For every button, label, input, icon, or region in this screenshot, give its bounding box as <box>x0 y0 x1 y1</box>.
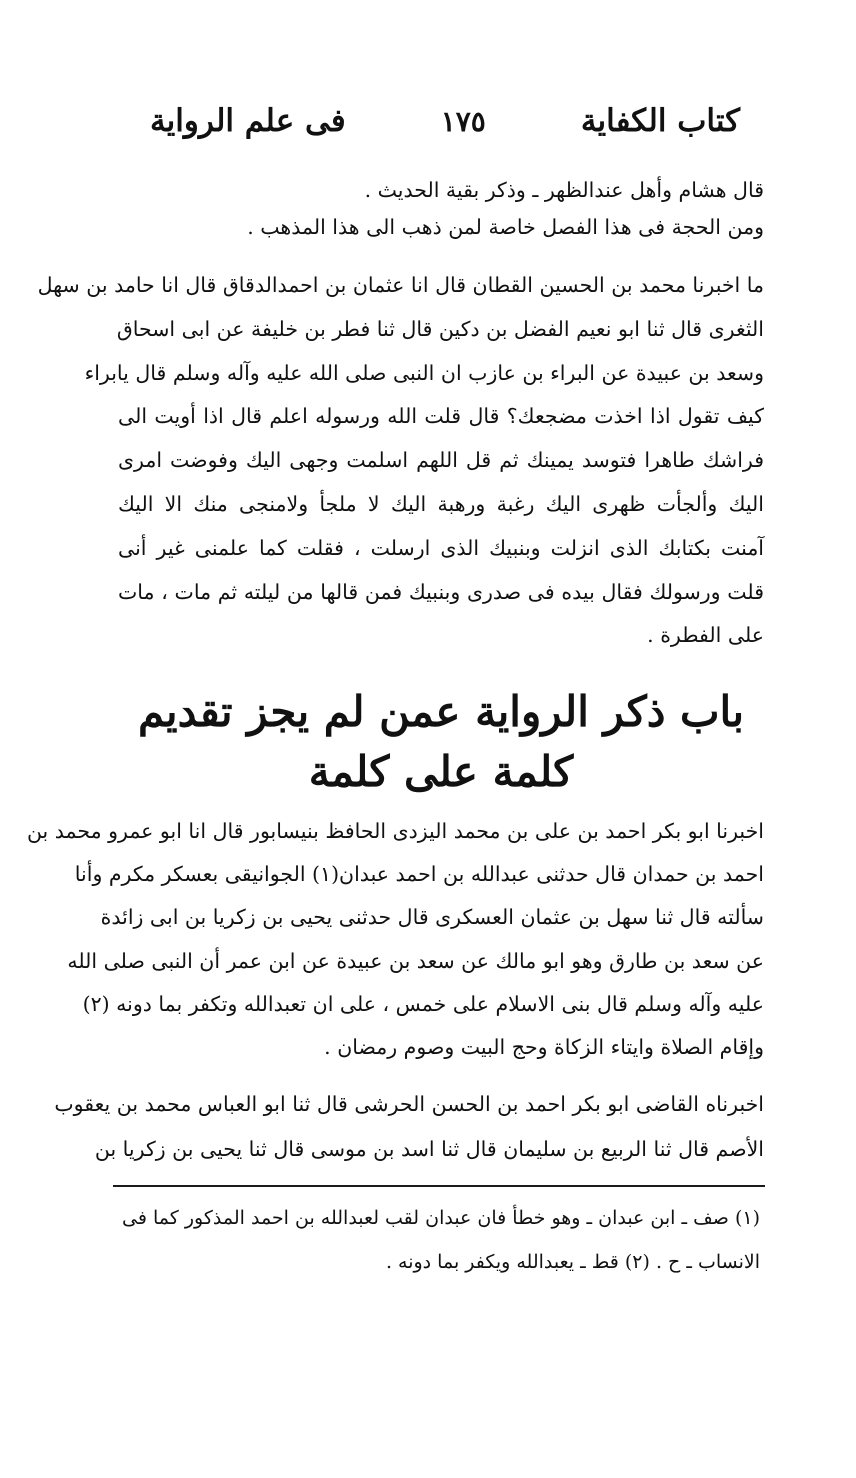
text-line: الثغرى قال ثنا ابو نعيم الفضل بن دكين قال ثنا فطر بن خليفة عن ابى اسحاق <box>116 316 764 341</box>
text-line: ومن الحجة فى هذا الفصل خاصة لمن ذهب الى هذا المذهب . <box>247 215 764 239</box>
footnote-line: (١) صف ـ ابن عبدان ـ وهو خطأ فان عبدان لقب لعبدالله بن احمد المذكور كما فى <box>122 1207 760 1229</box>
section-heading-line-1: باب ذكر الرواية عمن لم يجز تقديم <box>137 687 745 736</box>
text-line: كيف تقول اذا اخذت مضجعك؟ قال قلت الله ورسوله اعلم قال اذا أويت الى <box>118 404 764 429</box>
footnote-divider <box>113 1185 765 1187</box>
text-line: ما اخبرنا محمد بن الحسين القطان قال انا عثمان بن احمدالدقاق قال انا حامد بن سهل <box>37 273 764 297</box>
book-subtitle: فى علم الرواية <box>150 103 346 139</box>
text-line: قلت ورسولك فقال بيده فى صدرى وبنبيك فمن قالها من ليلته ثم مات ، مات <box>118 579 764 604</box>
text-line: على الفطرة . <box>647 623 764 648</box>
text-line: اخبرنا ابو بكر احمد بن على بن محمد اليزدى الحافظ بنيسابور قال انا ابو عمرو محمد بن <box>26 819 764 843</box>
section-heading-line-2: كلمة على كلمة <box>308 747 574 796</box>
intro-paragraph <box>118 172 764 246</box>
text-line: احمد بن حمدان قال حدثنى عبدالله بن احمد عبدان(١) الجوانيقى بعسكر مكرم وأنا <box>74 862 764 887</box>
text-line: قال هشام وأهل عندالظهر ـ وذكر بقية الحديث . <box>364 178 764 202</box>
text-line: فراشك طاهرا فتوسد يمينك ثم قل اللهم اسلمت وجهى اليك وفوضت امرى <box>118 448 764 473</box>
text-line: آمنت بكتابك الذى انزلت وبنبيك الذى ارسلت ، فقلت كما علمنى غير أنى <box>118 535 764 560</box>
footnotes <box>122 1196 760 1284</box>
text-line: وإقام الصلاة وايتاء الزكاة وحج البيت وصوم رمضان . <box>324 1034 764 1059</box>
text-line: اليك وألجأت ظهرى اليك رغبة ورهبة اليك لا ملجأ ولامنجى منك الا اليك <box>118 491 764 516</box>
hadith-paragraph-3 <box>54 1082 764 1172</box>
text-line: وسعد بن عبيدة عن البراء بن عازب ان النبى صلى الله عليه وآله وسلم قال يابراء <box>84 360 764 385</box>
text-line: سألته قال ثنا سهل بن عثمان العسكرى قال حدثنى يحيى بن زكريا بن ابى زائدة <box>100 905 764 930</box>
footnote-line: الانساب ـ ح . (٢) قط ـ يعبدالله ويكفر بما دونه . <box>385 1251 760 1273</box>
page-number: ١٧٥ <box>440 104 486 138</box>
text-line: عليه وآله وسلم قال بنى الاسلام على خمس ، على ان تعبدالله وتكفر بما دونه (٢) <box>82 991 764 1016</box>
text-line: عن سعد بن طارق وهو ابو مالك عن سعد بن عبيدة عن ابن عمر أن النبى صلى الله <box>67 948 764 973</box>
text-line: الأصم قال ثنا الربيع بن سليمان قال ثنا اسد بن موسى قال ثنا يحيى بن زكريا بن <box>94 1137 764 1161</box>
section-heading <box>118 682 764 802</box>
running-header <box>150 96 740 146</box>
book-title: كتاب الكفاية <box>580 103 740 139</box>
hadith-paragraph-2 <box>26 810 764 1069</box>
text-line: اخبرناه القاضى ابو بكر احمد بن الحسن الحرشى قال ثنا ابو العباس محمد بن يعقوب <box>54 1092 764 1116</box>
hadith-paragraph-1 <box>37 264 764 658</box>
